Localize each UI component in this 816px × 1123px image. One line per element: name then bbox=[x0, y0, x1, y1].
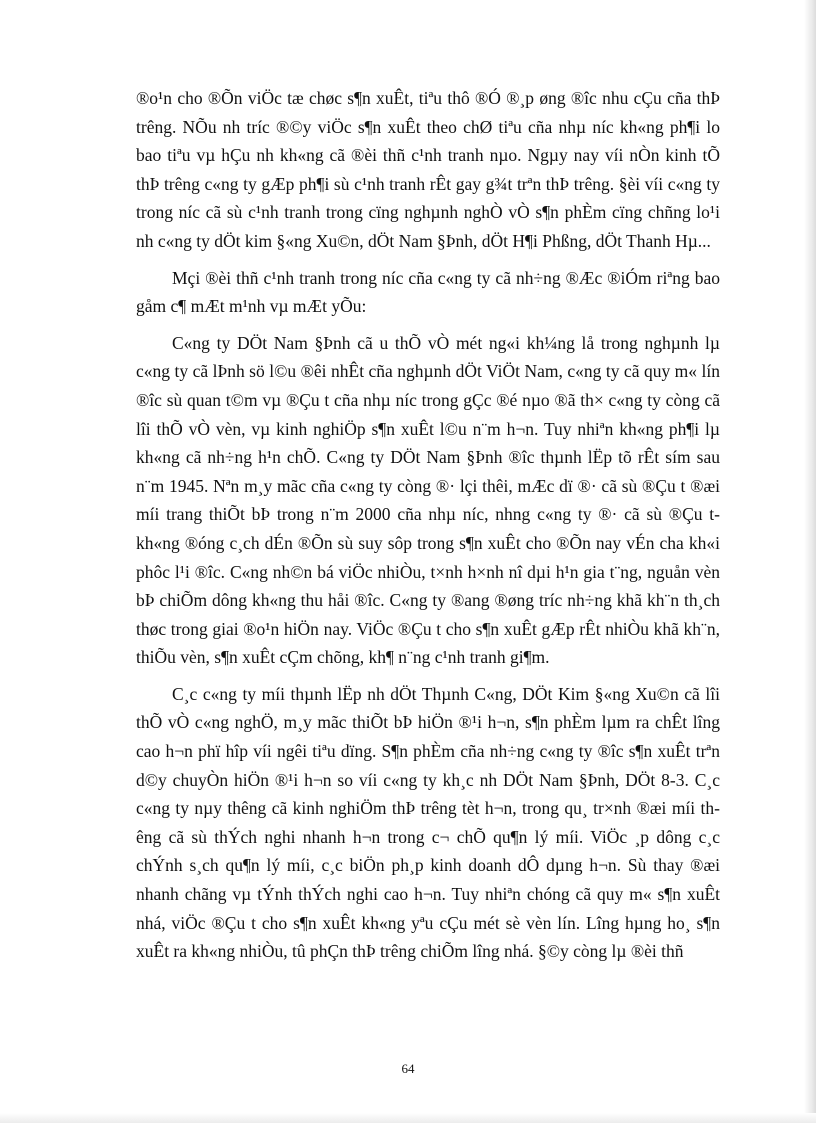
page-number: 64 bbox=[401, 1061, 415, 1076]
paragraph-2: Mçi ®èi thñ c¹nh tranh trong níc cña c«ng ty cã nh÷ng ®Æc ®iÓm riªng bao gåm c¶ mÆt m¹nh vµ mÆt yÕu: bbox=[136, 267, 720, 317]
page-edge-shadow-right bbox=[804, 0, 816, 1123]
page-edge-shadow-bottom bbox=[0, 1113, 816, 1123]
paragraph-3: C«ng ty DÖt Nam §Þnh cã u thÕ vÒ mét ng«i kh¼ng lå trong nghµnh lµ c«ng ty cã lÞnh sö l©u ®êi nhÊt cña nghµnh dÖt ViÖt Nam, c«ng ty cã quy m« lín ®îc sù quan t©m vµ ®Çu t cña nhµ níc trong gÇc ®é nµo ®ã th× c«ng ty còng cã lîi thÕ vÒ vèn, vµ kinh nghiÖp s¶n xuÊt l©u n¨m h¬n. Tuy nhiªn kh«ng ph¶i lµ kh«ng cã nh÷ng h¹n chÕ. C«ng ty DÖt Nam §Þnh ®îc thµnh lËp tõ rÊt sím sau n¨m 1945. Nªn m¸y mãc cña c«ng ty còng ®· lçi thêi, mÆc dï ®· cã sù ®Çu t ®æi míi trang thiÕt bÞ trong n¨m 2000 cña nhµ níc, nhng c«ng ty ®· cã sù ®Çu t kh«ng ®óng c¸ch dÉn ®Õn sù suy sôp trong s¶n xuÊt cho ®Õn nay vÉn cha kh«i phôc l¹i ®îc. C«ng nh©n bá viÖc nhiÒu, t×nh h×nh nî dµi h¹n gia t¨ng, nguån vèn bÞ chiÕm dông kh«ng thu håi ®îc. C«ng ty ®ang ®øng tríc nh÷ng khã kh¨n th¸ch thøc trong giai ®o¹n hiÖn nay. ViÖc ®Çu t cho s¶n xuÊt gÆp rÊt nhiÒu khã kh¨n, thiÕu vèn, s¶n xuÊt cÇm chõng, kh¶ n¨ng c¹nh tranh gi¶m. bbox=[136, 332, 720, 668]
page-body bbox=[136, 84, 720, 974]
paragraph-4: C¸c c«ng ty míi thµnh lËp nh dÖt Thµnh C«ng, DÖt Kim §«ng Xu©n cã lîi thÕ vÒ c«ng nghÖ, m¸y mãc thiÕt bÞ hiÖn ®¹i h¬n, s¶n phÈm lµm ra chÊt lîng cao h¬n phï hîp víi ngêi tiªu dïng. S¶n phÈm cña nh÷ng c«ng ty ®îc s¶n xuÊt trªn d©y chuyÒn hiÖn ®¹i h¬n so víi c«ng ty kh¸c nh DÖt Nam §Þnh, DÖt 8-3. C¸c c«ng ty nµy thêng cã kinh nghiÖm thÞ trêng tèt h¬n, trong qu¸ tr×nh ®æi míi thêng cã sù thÝch nghi nhanh h¬n trong c¬ chÕ qu¶n lý míi. ViÖc ¸p dông c¸c chÝnh s¸ch qu¶n lý míi, c¸c biÖn ph¸p kinh doanh dÔ dµng h¬n. Sù thay ®æi nhanh chãng vµ tÝnh thÝch nghi cao h¬n. Tuy nhiªn chóng cã quy m« s¶n xuÊt nhá, viÖc ®Çu t cho s¶n xuÊt kh«ng yªu cÇu mét sè vèn lín. Lîng hµng ho¸ s¶n xuÊt ra kh«ng nhiÒu, tû phÇn thÞ trêng chiÕm lîng nhá. §©y còng lµ ®èi thñ bbox=[136, 683, 720, 962]
paragraph-1: ®o¹n cho ®Õn viÖc tæ chøc s¶n xuÊt, tiªu thô ®Ó ®¸p øng ®îc nhu cÇu cña thÞ trêng. NÕu nh tríc ®©y viÖc s¶n xuÊt theo chØ tiªu cña nhµ níc kh«ng ph¶i lo bao tiªu vµ hÇu nh kh«ng cã ®èi thñ c¹nh tranh nµo. Ngµy nay víi nÒn kinh tÕ thÞ trêng c«ng ty gÆp ph¶i sù c¹nh tranh rÊt gay g¾t trªn thÞ trêng. §èi víi c«ng ty trong níc cã sù c¹nh tranh trong cïng nghµnh nghÒ vÒ s¶n phÈm cïng chñng lo¹i nh c«ng ty dÖt kim §«ng Xu©n, dÖt Nam §Þnh, dÖt H¶i Phßng, dÖt Thanh Hµ... bbox=[136, 88, 720, 251]
